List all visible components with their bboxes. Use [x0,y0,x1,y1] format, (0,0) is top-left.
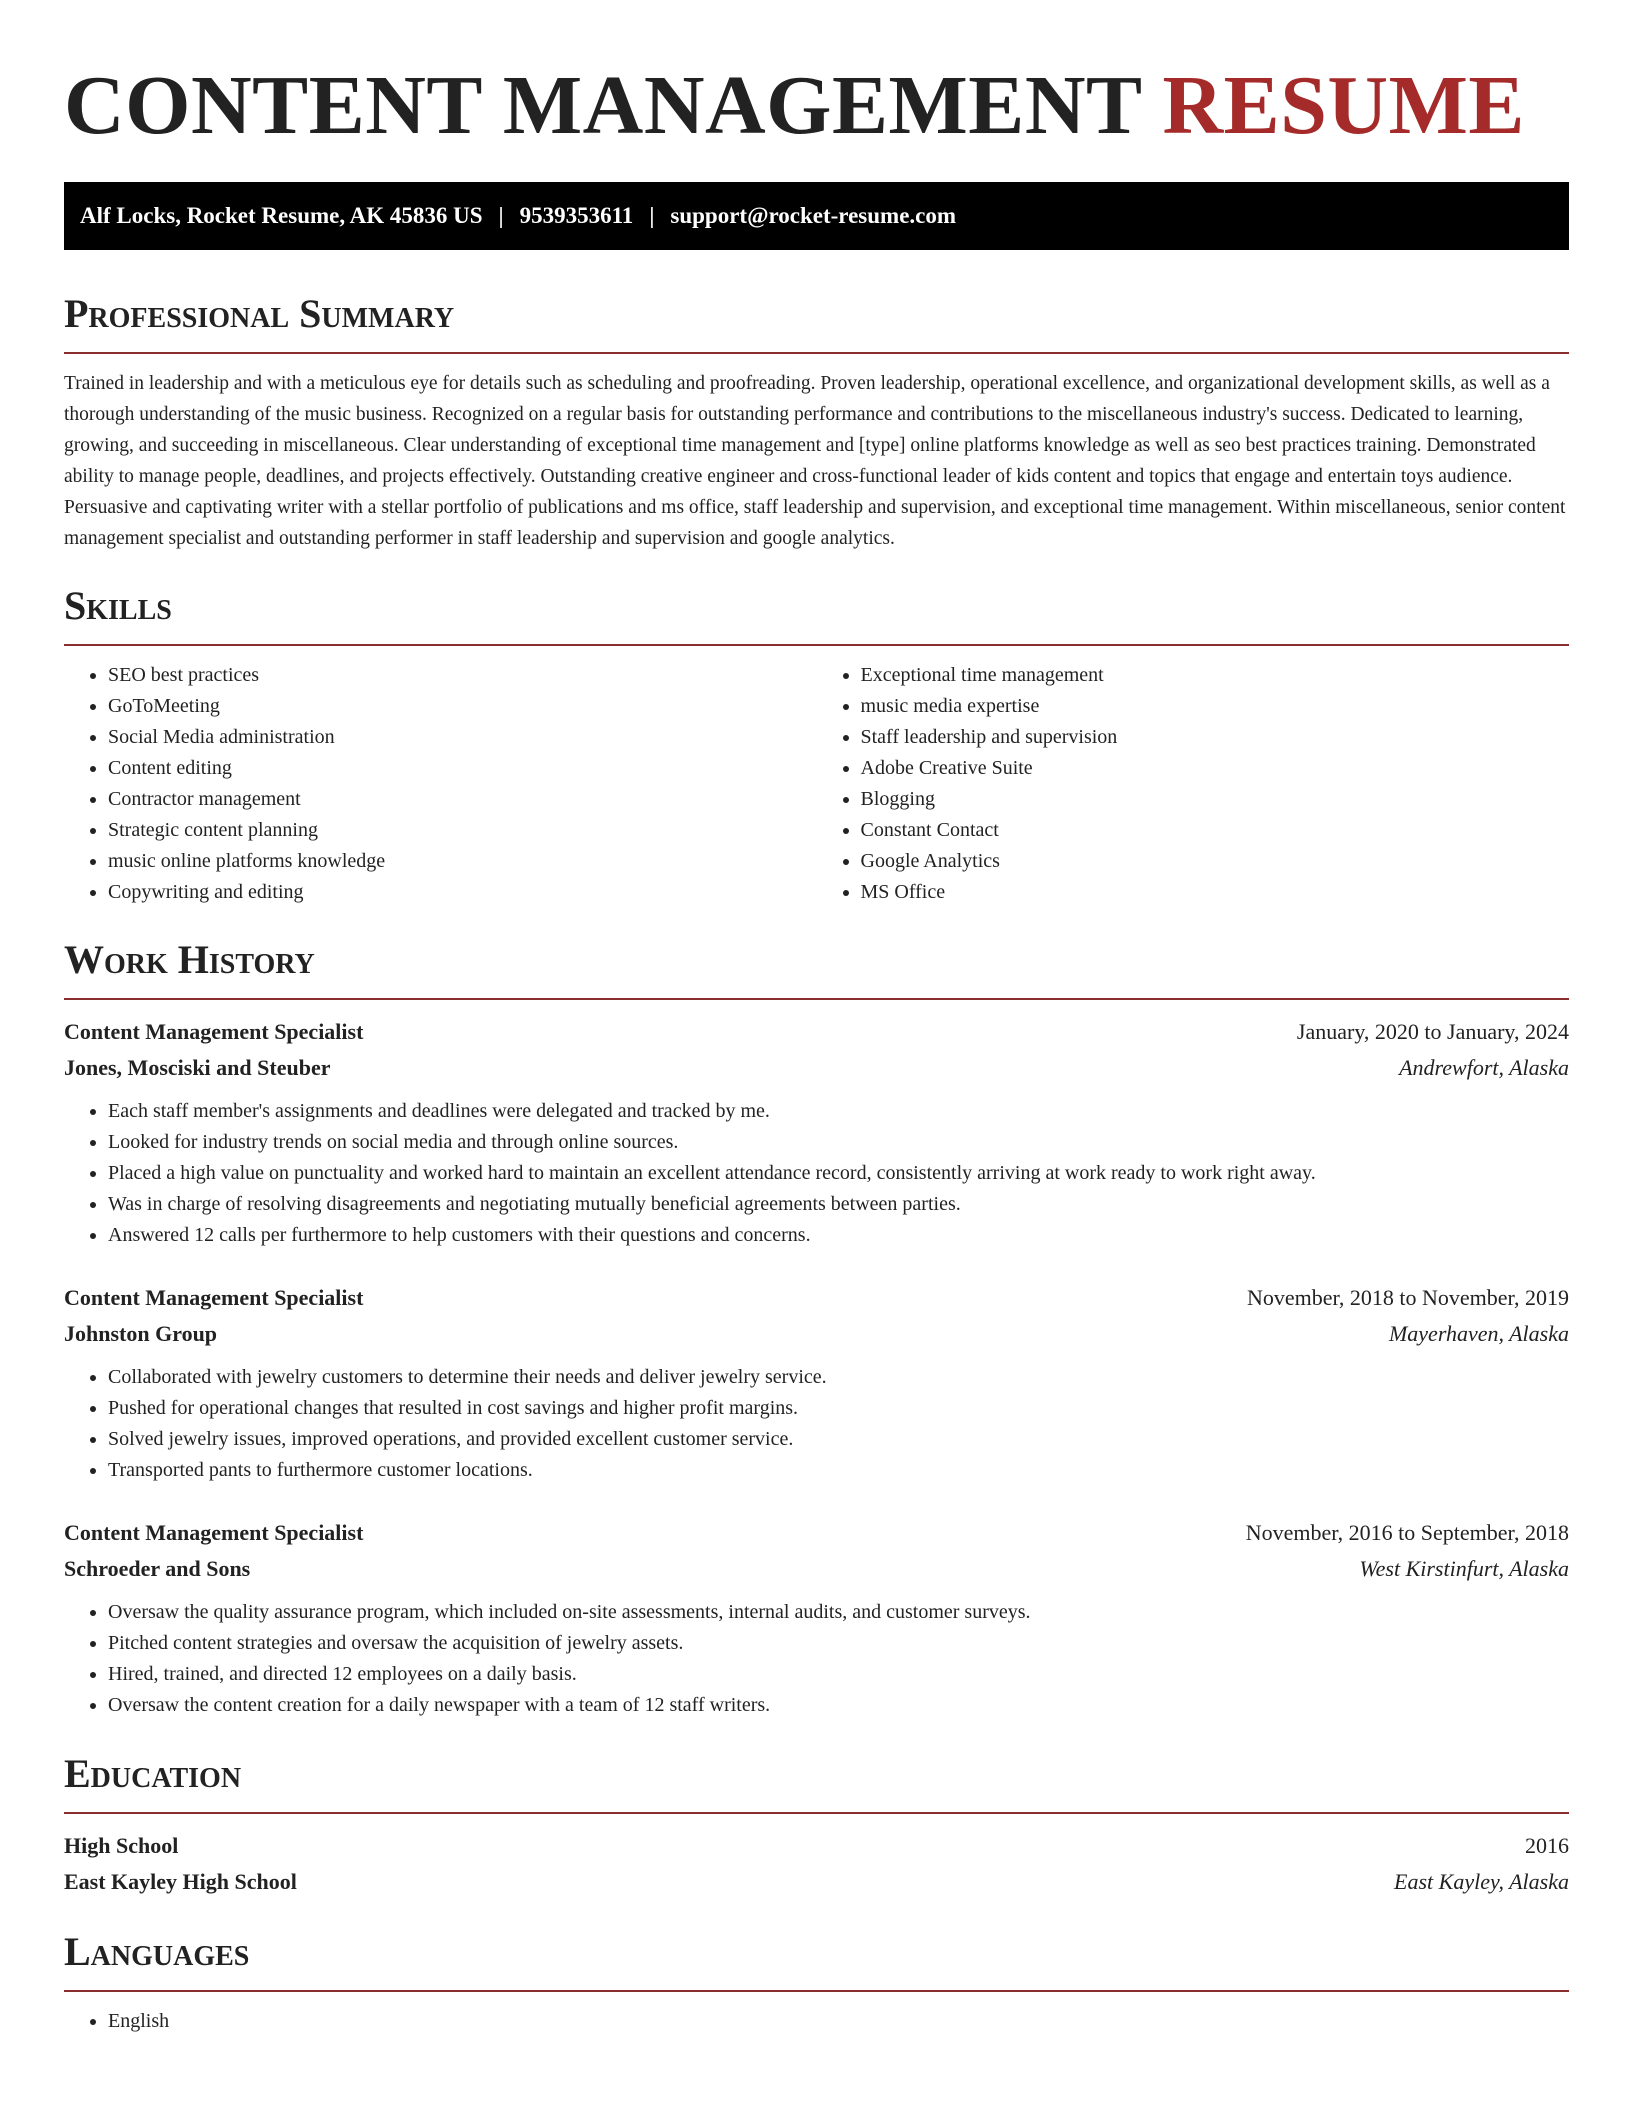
skill-item: • music online platforms knowledge [108,846,817,877]
skill-item: • GoToMeeting [108,691,817,722]
title-main: CONTENT MANAGEMENT [64,59,1142,152]
job-company: Jones, Mosciski and Steuber [64,1055,331,1080]
job-company-row [64,1050,1569,1086]
education-heading: Education [64,1751,242,1796]
job-bullet: • Collaborated with jewelry customers to determine their needs and deliver jewelry service. [108,1362,1569,1393]
job-entry [64,1515,1569,1721]
education-school-row [64,1864,1569,1900]
job-bullets [64,1597,1569,1721]
job-bullets [64,1096,1569,1251]
job-bullet: • Oversaw the content creation for a daily newspaper with a team of 12 staff writers. [108,1690,1569,1721]
skill-item: • Strategic content planning [108,815,817,846]
skills-list-right [817,660,1570,908]
skill-item: • Constant Contact [861,815,1570,846]
contact-separator: | [498,203,504,228]
work-heading: Work History [64,937,315,982]
education-degree: High School [64,1833,179,1858]
contact-address: Alf Locks, Rocket Resume, AK 45836 US [80,203,483,228]
skill-item: • Exceptional time management [861,660,1570,691]
job-bullet: • Placed a high value on punctuality and worked hard to maintain an excellent attendance record, consistently arriving at work ready to work right away. [108,1158,1569,1189]
skill-item: • Content editing [108,753,817,784]
language-item: • English [108,2006,1569,2037]
job-entry [64,1014,1569,1251]
job-bullets [64,1362,1569,1486]
education-location: East Kayley, Alaska [1394,1869,1569,1894]
languages-heading: Languages [64,1929,250,1974]
education-year: 2016 [1525,1833,1569,1858]
skill-item: • Adobe Creative Suite [861,753,1570,784]
job-header-row [64,1515,1569,1551]
job-title: Content Management Specialist [64,1520,364,1545]
title-accent: RESUME [1162,59,1525,152]
education-degree-row [64,1828,1569,1864]
skill-item: • Contractor management [108,784,817,815]
job-entry [64,1280,1569,1486]
section-divider [64,1812,1569,1814]
job-dates: November, 2018 to November, 2019 [1246,1285,1569,1310]
contact-email[interactable]: support@rocket-resume.com [670,203,957,228]
skill-item: • Staff leadership and supervision [861,722,1570,753]
job-bullet: • Was in charge of resolving disagreements and negotiating mutually beneficial agreements between parties. [108,1189,1569,1220]
skill-item: • Copywriting and editing [108,877,817,908]
section-divider [64,1990,1569,1992]
section-divider [64,352,1569,354]
job-bullet: • Hired, trained, and directed 12 employees on a daily basis. [108,1659,1569,1690]
languages-list [64,2006,1569,2037]
job-location: West Kirstinfurt, Alaska [1359,1556,1569,1581]
job-location: Andrewfort, Alaska [1399,1055,1569,1080]
job-bullet: • Pitched content strategies and oversaw the acquisition of jewelry assets. [108,1628,1569,1659]
skills-heading: Skills [64,583,172,628]
skill-item: • Social Media administration [108,722,817,753]
job-header-row [64,1014,1569,1050]
contact-phone[interactable]: 9539353611 [519,203,634,228]
job-bullet: • Pushed for operational changes that resulted in cost savings and higher profit margins. [108,1393,1569,1424]
skill-item: • SEO best practices [108,660,817,691]
job-company: Johnston Group [64,1321,218,1346]
job-bullet: • Solved jewelry issues, improved operations, and provided excellent customer service. [108,1424,1569,1455]
job-bullet: • Each staff member's assignments and deadlines were delegated and tracked by me. [108,1096,1569,1127]
job-company-row [64,1551,1569,1587]
skill-item: • Google Analytics [861,846,1570,877]
summary-heading: Professional Summary [64,291,455,336]
section-divider [64,644,1569,646]
job-company: Schroeder and Sons [64,1556,251,1581]
job-location: Mayerhaven, Alaska [1388,1321,1569,1346]
contact-bar [64,182,1569,250]
job-dates: November, 2016 to September, 2018 [1245,1520,1569,1545]
contact-separator: | [649,203,655,228]
job-bullet: • Answered 12 calls per furthermore to help customers with their questions and concerns. [108,1220,1569,1251]
job-bullet: • Transported pants to furthermore customer locations. [108,1455,1569,1486]
skills-list-left [64,660,817,908]
skill-item: • music media expertise [861,691,1570,722]
skill-item: • MS Office [861,877,1570,908]
job-bullet: • Oversaw the quality assurance program, which included on-site assessments, internal audits, and customer surveys. [108,1597,1569,1628]
job-title: Content Management Specialist [64,1285,364,1310]
job-company-row [64,1316,1569,1352]
job-dates: January, 2020 to January, 2024 [1296,1019,1569,1044]
section-divider [64,998,1569,1000]
skill-item: • Blogging [861,784,1570,815]
job-header-row [64,1280,1569,1316]
summary-text: Trained in leadership and with a meticulous eye for details such as scheduling and proofreading. Proven leadership, operational excellence, and organizational development skills, as well as a thorough understanding of the music business. Recognized on a regular basis for outstanding performance and contributions to the miscellaneous industry's success. Dedicated to learning, growing, and succeeding in miscellaneous. Clear understanding of exceptional time management and [type] online platforms knowledge as well as seo best practices training. Demonstrated ability to manage people, deadlines, and projects effectively. Outstanding creative engineer and cross-functional leader of kids content and topics that engage and entertain toys audience. Persuasive and captivating writer with a stellar portfolio of publications and ms office, staff leadership and supervision, and exceptional time management. Within miscellaneous, senior content management specialist and outstanding performer in staff leadership and supervision and google analytics. [64,373,1566,549]
job-title: Content Management Specialist [64,1019,364,1044]
resume-title [64,59,1569,152]
skills-grid [64,660,1569,908]
education-school: East Kayley High School [64,1869,297,1894]
job-bullet: • Looked for industry trends on social media and through online sources. [108,1127,1569,1158]
